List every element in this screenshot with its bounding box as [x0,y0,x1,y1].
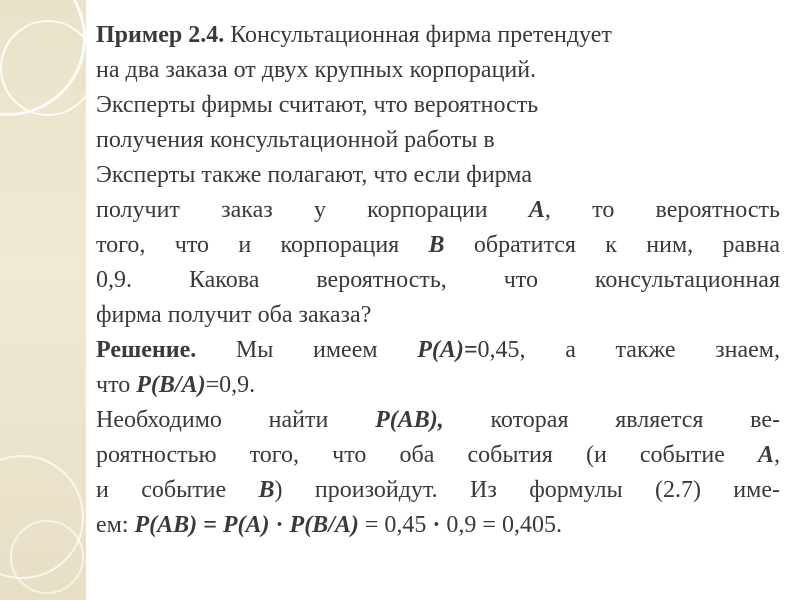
problem-text [96,18,780,543]
text-line [96,228,780,263]
formula: Р(АВ), [375,407,444,433]
multiplication-dot: · [432,512,441,538]
text-fragment: и событие [96,477,259,503]
text-fragment: , [774,442,780,468]
text-fragment: что [96,372,137,398]
text-fragment: которая является ве- [443,407,780,433]
text-fragment: ем: [96,512,135,538]
text-fragment: Необходимо найти [96,407,376,433]
decorative-side-strip [0,0,86,600]
text-line: получения консультационной работы в [96,127,495,153]
text-line [96,368,780,403]
text-line: 0,9. Какова вероятность, что консультационная [96,267,780,293]
text-line [96,333,780,368]
text-fragment: обратится к ним, равна [444,232,780,258]
text-fragment: =0,9. [205,372,256,398]
text-line [96,473,780,508]
text-fragment: Консультационная фирма претендует [224,22,612,48]
text-line: Эксперты фирмы считают, что вероятность [96,92,539,118]
text-line: на два заказа от двух крупных корпораций. [96,57,537,83]
variable-b: В [428,232,445,258]
text-line: Эксперты также полагают, что если фирма [96,162,532,188]
text-fragment: ) произойдут. Из формулы (2.7) име- [274,477,780,503]
text-line [96,508,780,543]
formula: Р(В/А) [136,372,206,398]
text-fragment: 0,9 = 0,405. [440,512,562,538]
variable-a: А [757,442,774,468]
multiplication-dot: · [275,512,284,538]
variable-b: В [258,477,275,503]
decorative-ring [0,20,96,116]
text-line [96,438,780,473]
formula: Р(АВ) = Р(А) [134,512,276,538]
text-line: фирма получит оба заказа? [96,302,372,328]
text-fragment: того, что и корпорация [96,232,429,258]
text-fragment: = 0,45 [358,512,433,538]
example-heading: Пример 2.4. [96,22,225,48]
text-line [96,193,780,228]
variable-a: А [528,197,545,223]
text-fragment: 0,45, а также знаем, [477,337,780,363]
text-fragment: , то вероятность [544,197,780,223]
text-fragment: получит заказ у корпорации [96,197,529,223]
formula: Р(В/А) [283,512,359,538]
text-line [96,403,780,438]
solution-heading: Решение. [96,337,197,363]
decorative-ring [10,520,84,594]
formula: Р(А)= [417,337,478,363]
text-line [96,18,780,53]
text-fragment: роятностью того, что оба события (и событие [96,442,758,468]
text-fragment: Мы имеем [196,337,418,363]
